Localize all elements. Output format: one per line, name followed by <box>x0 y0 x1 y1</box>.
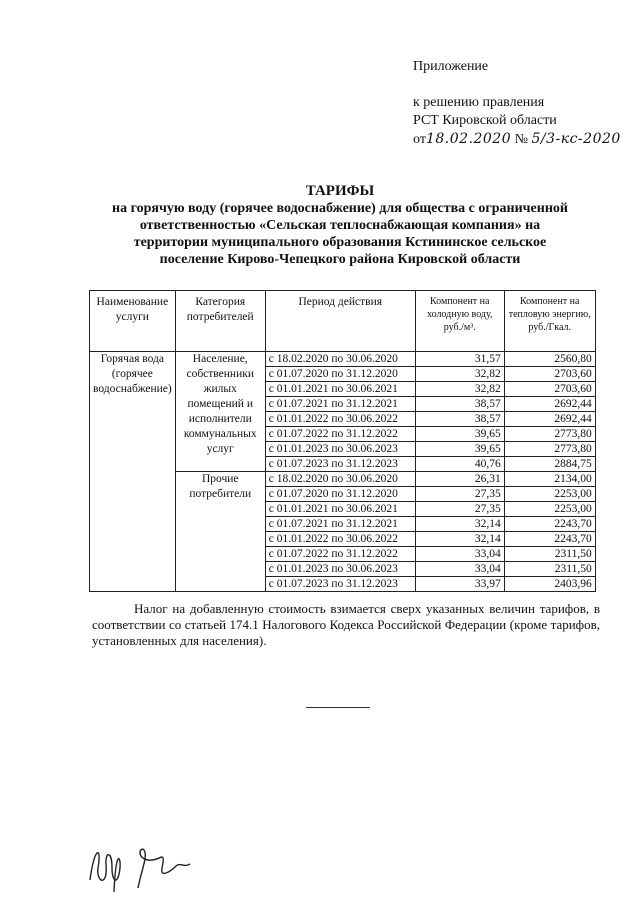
number-prefix: № <box>514 132 528 147</box>
appendix-block <box>413 58 621 149</box>
title-line: на горячую воду (горячее водоснабжение) для общества с ограниченной <box>112 201 568 216</box>
heat-cell: 2692,44 <box>504 412 595 427</box>
period-cell: с 01.07.2021 по 31.12.2021 <box>265 517 415 532</box>
appendix-date-line <box>413 130 621 149</box>
title-line: ответственностью «Сельская теплоснабжающая компания» на <box>139 218 541 233</box>
cold-water-cell: 32,14 <box>415 532 504 547</box>
title-heading: ТАРИФЫ <box>305 183 375 199</box>
heat-cell: 2703,60 <box>504 382 595 397</box>
closing-rule <box>306 707 370 708</box>
period-cell: с 01.01.2022 по 30.06.2022 <box>265 532 415 547</box>
cold-water-cell: 33,04 <box>415 562 504 577</box>
number-value: 5/3-кс-2020 <box>531 131 621 147</box>
period-cell: с 01.07.2022 по 31.12.2022 <box>265 427 415 442</box>
period-cell: с 18.02.2020 по 30.06.2020 <box>265 472 415 487</box>
period-cell: с 01.01.2023 по 30.06.2023 <box>265 442 415 457</box>
cold-water-cell: 33,97 <box>415 577 504 592</box>
heat-cell: 2560,80 <box>504 352 595 367</box>
appendix-decision: к решению правления <box>413 95 545 110</box>
period-cell: с 01.07.2020 по 31.12.2020 <box>265 367 415 382</box>
heat-cell: 2134,00 <box>504 472 595 487</box>
cold-water-cell: 27,35 <box>415 487 504 502</box>
category-cell: Население, собственники жилых помещений и исполнители коммунальных услуг <box>175 352 265 472</box>
header-period: Период действия <box>265 291 415 352</box>
service-cell: Горячая вода (горячее водоснабжение) <box>90 352 176 592</box>
header-heat: Компонент на тепловую энергию, руб./Гкал. <box>504 291 595 352</box>
heat-cell: 2311,50 <box>504 562 595 577</box>
period-cell: с 01.07.2021 по 31.12.2021 <box>265 397 415 412</box>
header-category: Категория потребителей <box>175 291 265 352</box>
cold-water-cell: 27,35 <box>415 502 504 517</box>
tariff-table-body <box>90 352 596 592</box>
cold-water-cell: 38,57 <box>415 397 504 412</box>
cold-water-cell: 38,57 <box>415 412 504 427</box>
cold-water-cell: 26,31 <box>415 472 504 487</box>
date-prefix: от <box>413 132 426 147</box>
header-service: Наименование услуги <box>90 291 176 352</box>
period-cell: с 01.01.2023 по 30.06.2023 <box>265 562 415 577</box>
heat-cell: 2884,75 <box>504 457 595 472</box>
cold-water-cell: 39,65 <box>415 427 504 442</box>
appendix-title: Приложение <box>413 59 489 74</box>
heat-cell: 2703,60 <box>504 367 595 382</box>
cold-water-cell: 40,76 <box>415 457 504 472</box>
period-cell: с 01.07.2020 по 31.12.2020 <box>265 487 415 502</box>
cold-water-cell: 33,04 <box>415 547 504 562</box>
heat-cell: 2243,70 <box>504 532 595 547</box>
heat-cell: 2773,80 <box>504 427 595 442</box>
cold-water-cell: 32,82 <box>415 382 504 397</box>
date-value: 18.02.2020 <box>425 131 512 147</box>
period-cell: с 01.07.2023 по 31.12.2023 <box>265 457 415 472</box>
tax-note: Налог на добавленную стоимость взимается сверх указанных величин тарифов, в соответствии со статьей 174.1 Налогового Кодекса Российской Федерации (кроме тарифов, установленных для населения). <box>92 601 600 648</box>
heat-cell: 2311,50 <box>504 547 595 562</box>
heat-cell: 2253,00 <box>504 487 595 502</box>
title-line: поселение Кирово-Чепецкого района Кировской области <box>159 252 521 267</box>
tariff-table <box>89 290 596 592</box>
heat-cell: 2253,00 <box>504 502 595 517</box>
period-cell: с 18.02.2020 по 30.06.2020 <box>265 352 415 367</box>
period-cell: с 01.01.2022 по 30.06.2022 <box>265 412 415 427</box>
appendix-authority: РСТ Кировской области <box>413 113 557 128</box>
table-row <box>90 352 596 367</box>
period-cell: с 01.07.2023 по 31.12.2023 <box>265 577 415 592</box>
title-line: территории муниципального образования Кстининское сельское <box>133 235 547 250</box>
cold-water-cell: 32,14 <box>415 517 504 532</box>
cold-water-cell: 31,57 <box>415 352 504 367</box>
header-cold-water: Компонент на холодную воду, руб./м³. <box>415 291 504 352</box>
period-cell: с 01.01.2021 по 30.06.2021 <box>265 382 415 397</box>
heat-cell: 2773,80 <box>504 442 595 457</box>
heat-cell: 2403,96 <box>504 577 595 592</box>
period-cell: с 01.07.2022 по 31.12.2022 <box>265 547 415 562</box>
cold-water-cell: 32,82 <box>415 367 504 382</box>
signature-icon <box>86 838 196 896</box>
cold-water-cell: 39,65 <box>415 442 504 457</box>
document-title <box>80 183 600 268</box>
category-cell: Прочие потребители <box>175 472 265 592</box>
period-cell: с 01.01.2021 по 30.06.2021 <box>265 502 415 517</box>
heat-cell: 2243,70 <box>504 517 595 532</box>
heat-cell: 2692,44 <box>504 397 595 412</box>
